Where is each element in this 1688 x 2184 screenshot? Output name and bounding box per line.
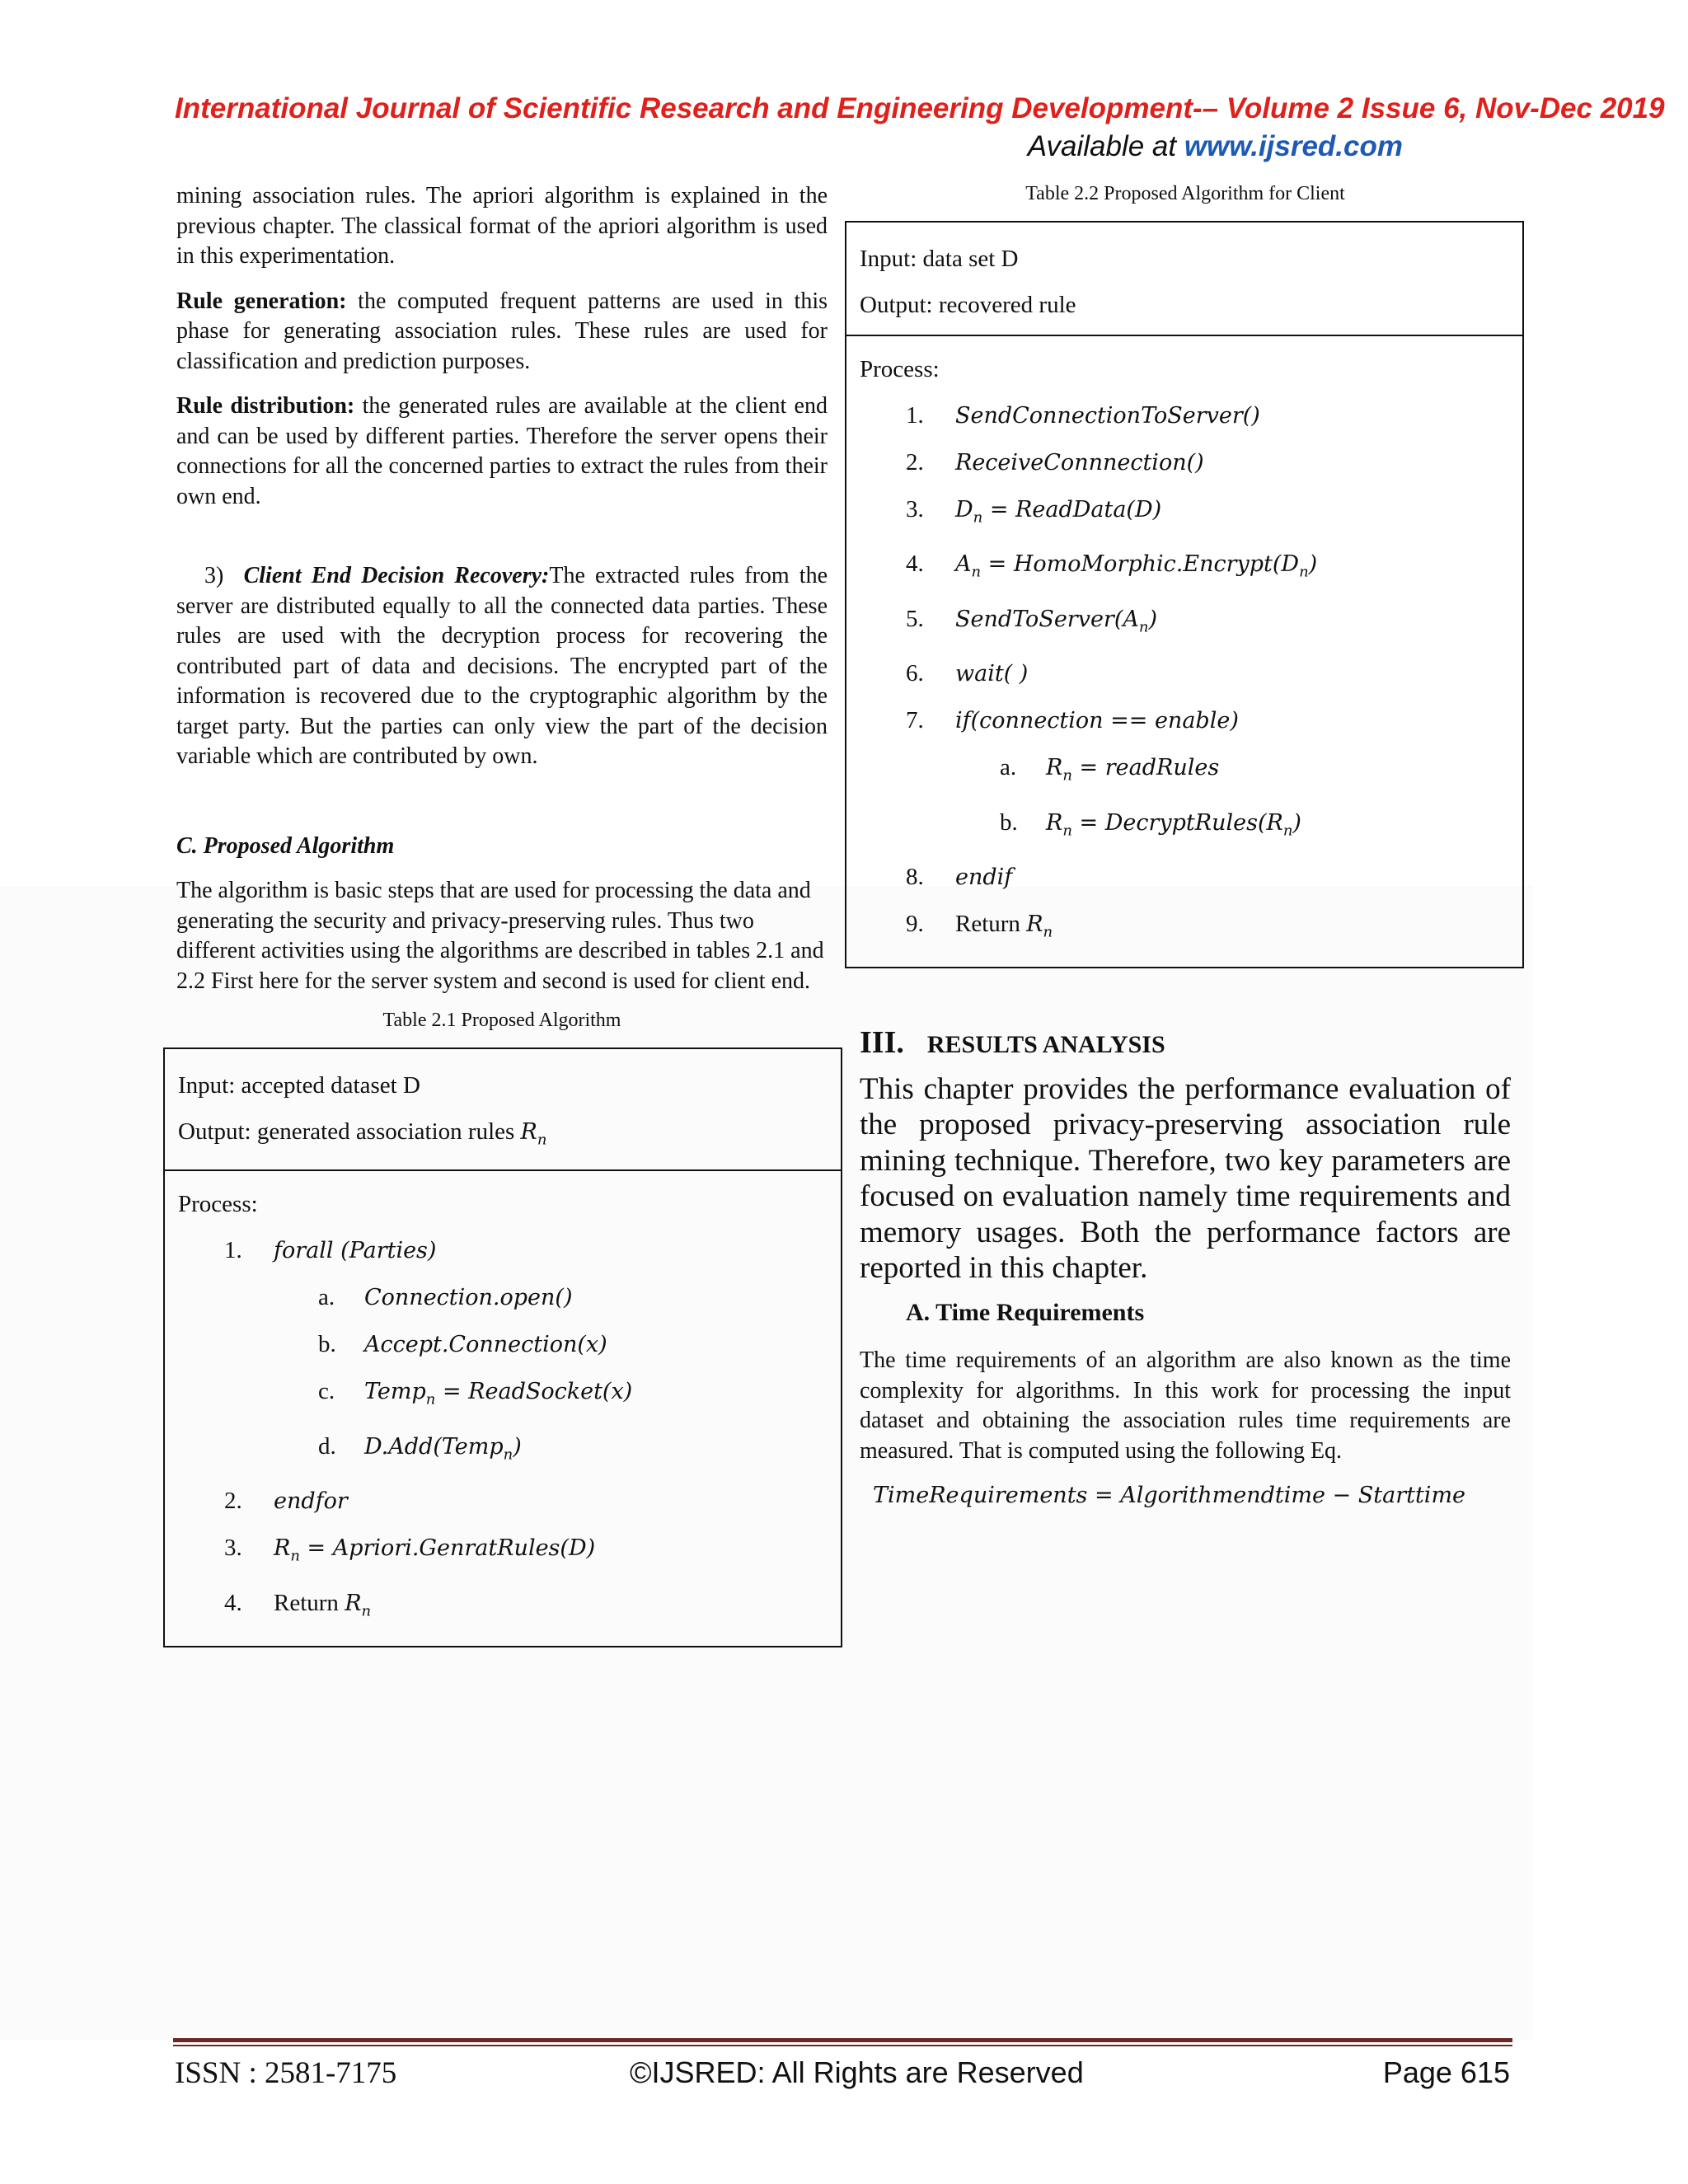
journal-header: International Journal of Scientific Research and Engineering Development-– Volume 2 Issue 6, Nov-Dec 2019: [175, 92, 1665, 124]
table-2-2: [845, 221, 1524, 968]
step-2: 2. ReceiveConnnection(): [906, 449, 1204, 476]
step-7: 7. if(connection == enable): [906, 707, 1239, 734]
available-prefix: Available at: [1027, 130, 1184, 162]
cedr-label: Client End Decision Recovery:: [243, 563, 550, 588]
availability-line: [1028, 130, 1403, 163]
table-2-2-input: Input: data set D: [860, 246, 1019, 272]
step-3: 3. $R_n$ = Apriori.GenratRules(D): [224, 1535, 596, 1565]
step-5: 5. $SendToServer(A_n)$: [906, 605, 1158, 636]
paragraph-apriori: mining association rules. The apriori algorithm is explained in the previous chapter. The classical format of the apriori algorithm is used in this experimentation.: [176, 183, 828, 269]
footer-page-number: Page 615: [1382, 2055, 1510, 2089]
table-2-1: [163, 1047, 842, 1647]
footer-copyright: ©IJSRED: All Rights are Reserved: [630, 2055, 1084, 2089]
cedr-text: The extracted rules from the server are distributed equally to all the connected data parties. These rules are used with the decryption process for recovering the contributed part of data and decisions. The encrypted part of the information is recovered due to the cryptographic algorithm by the target party. But the parties can only view the part of the decision variable which are contributed by own.: [176, 563, 828, 769]
time-equation: TimeRequirements = Algorithmendtime − Starttime: [873, 1483, 1466, 1509]
step-7b: b. $R_n$ = $DecryptRules(R_n)$: [1000, 808, 1301, 839]
process-label: Process:: [860, 356, 940, 382]
table-2-2-output: Output: recovered rule: [860, 292, 1076, 318]
table-2-1-output: Output: generated association rules $R_n$: [178, 1118, 547, 1149]
footer-rule-thin: [173, 2045, 1512, 2046]
step-1: 1. forall (Parties): [224, 1237, 437, 1264]
table-2-1-caption: Table 2.1 Proposed Algorithm: [382, 1010, 621, 1031]
step-7a: a. $R_n$ = readRules: [1000, 754, 1220, 785]
subsection-time-requirements: A. Time Requirements: [906, 1298, 1145, 1326]
left-column: [176, 181, 828, 1647]
footer-rule: [173, 2038, 1512, 2042]
math-r-n: $R_n$: [520, 1119, 547, 1149]
table-2-1-process: [165, 1171, 841, 1646]
step-1d: d. D.Add(Temp$_n$): [318, 1432, 522, 1464]
footer-issn: ISSN : 2581-7175: [175, 2056, 397, 2090]
step-6: 6. wait( ): [906, 660, 1029, 687]
journal-url-link[interactable]: www.ijsred.com: [1184, 130, 1403, 162]
table-2-1-io: [165, 1049, 841, 1171]
step-4: 4. Return $R_n$: [224, 1589, 372, 1619]
paragraph-algorithm-intro: The algorithm is basic steps that are used for processing the data and generating the security and privacy-preserving rules. Thus two different activities using the algorithms are described in tables 2.1 and 2.2 First here for the server system and second is used for client end.: [176, 878, 824, 994]
paragraph-time-requirements: The time requirements of an algorithm are also known as the time complexity for algorithms. In this work for processing the input dataset and obtaining the association rules time requirements are measured. That is computed using the following Eq.: [860, 1347, 1511, 1464]
cedr-number: 3): [204, 563, 224, 588]
rule-distribution-label: Rule distribution:: [176, 393, 355, 419]
table-2-2-caption: Table 2.2 Proposed Algorithm for Client: [1025, 183, 1345, 204]
table-2-1-input: Input: accepted dataset D: [178, 1072, 420, 1099]
table-2-2-process: [846, 336, 1522, 967]
step-3: 3. $D_n$ = ReadData(D): [906, 496, 1162, 527]
right-column: [860, 181, 1511, 1511]
paragraph-client-decision-recovery: [176, 561, 828, 772]
table-2-2-io: [846, 223, 1522, 336]
step-9: 9. Return $R_n$: [906, 910, 1053, 941]
step-1: 1. SendConnectionToServer(): [906, 402, 1260, 429]
step-1c: c. Temp$_n$ = ReadSocket(x): [318, 1378, 633, 1408]
step-1b: b. Accept.Connection(x): [318, 1331, 607, 1358]
step-1a: a. Connection.open(): [318, 1284, 573, 1311]
paragraph-rule-generation: [176, 287, 828, 377]
rule-distribution-text: the generated rules are available at the client end and can be used by different parties. Therefore the server opens their connections for all the concerned parties to extract the rules from their own end.: [176, 393, 828, 509]
paragraph-results-intro: This chapter provides the performance evaluation of the proposed privacy-preserving association rule mining technique. Therefore, two key parameters are focused on evaluation namely time requirements and memory usages. Both the performance factors are reported in this chapter.: [860, 1071, 1511, 1286]
section-heading-results: III. RESULTS ANALYSIS: [860, 1025, 1165, 1061]
step-2: 2. endfor: [224, 1488, 348, 1515]
paragraph-rule-distribution: [176, 391, 828, 512]
subsection-proposed-algorithm: C. Proposed Algorithm: [176, 832, 395, 859]
process-label: Process:: [178, 1191, 258, 1218]
rule-generation-text: the computed frequent patterns are used in this phase for generating association rules. These rules are used for classification and prediction purposes.: [176, 288, 828, 374]
step-4: 4. $A_n$ = $HomoMorphic.Encrypt(D_n)$: [906, 551, 1318, 581]
rule-generation-label: Rule generation:: [176, 288, 347, 314]
step-8: 8. endif: [906, 863, 1013, 890]
